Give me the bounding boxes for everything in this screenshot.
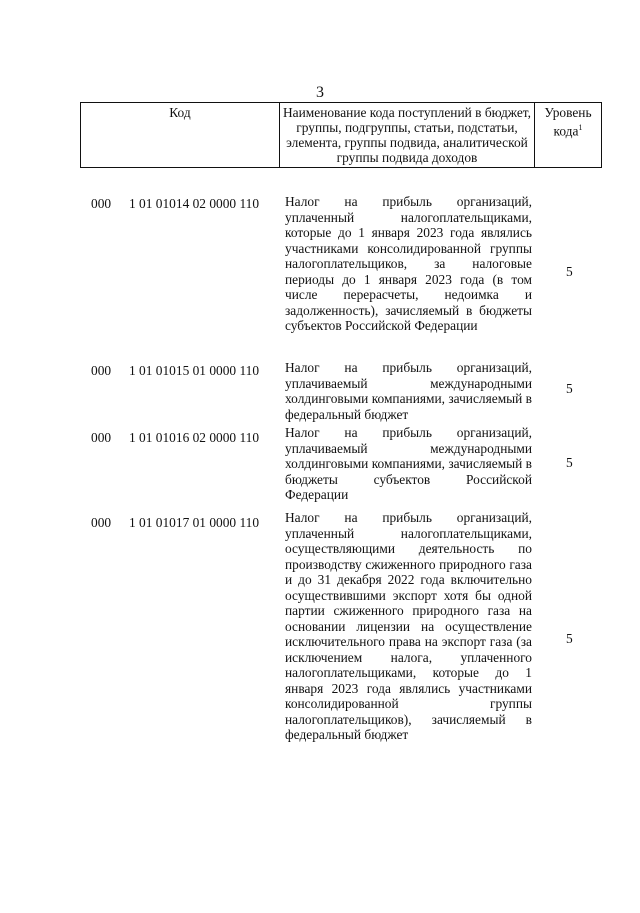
code-level: 5 [566,381,573,396]
admin-code: 000 [91,196,112,211]
revenue-description: Налог на прибыль организаций, уплаченный налогоплательщиками, осуществляющими деятельность по производству сжиженного природного газа и до 31 декабря 2022 года включительно осуществившими экспорт хотя бы одной партии сжиженного природного газа на основании лицензии на осуществление исключительного права на экспорт газа (за исключением налога, уплаченного налогоплательщиками, которые до 1 января 2023 года являлись участниками консолидированной группы налогоплательщиков), зачисляемый в федеральный бюджет [285,510,532,742]
revenue-code: 1 01 01014 02 0000 110 [129,196,260,211]
revenue-description: Налог на прибыль организаций, уплачиваемый международными холдинговыми компаниями, зачисляемый в федеральный бюджет [285,360,532,422]
table-row [0,194,640,364]
revenue-code: 1 01 01017 01 0000 110 [129,515,260,530]
admin-code: 000 [91,515,112,530]
table-row [0,425,640,511]
table-row [0,510,640,780]
admin-code: 000 [91,430,112,445]
header-name: Наименование кода поступлений в бюджет, группы, подгруппы, статьи, подстатьи, элемента, группы подвида, аналитической группы подвида доходов [280,103,535,168]
code-level: 5 [566,264,573,279]
table-row [0,360,640,426]
header-level-label: Уровень кода [544,105,592,139]
admin-code: 000 [91,363,112,378]
header-code: Код [81,103,280,168]
footnote-marker: 1 [578,123,583,132]
code-level: 5 [566,631,573,646]
revenue-code: 1 01 01016 02 0000 110 [129,430,260,445]
revenue-code: 1 01 01015 01 0000 110 [129,363,260,378]
code-level: 5 [566,455,573,470]
revenue-description: Налог на прибыль организаций, уплачиваемый международными холдинговыми компаниями, зачисляемый в бюджеты субъектов Российской Федерации [285,425,532,502]
revenue-description: Налог на прибыль организаций, уплаченный налогоплательщиками, которые до 1 января 2023 года являлись участниками консолидированной группы налогоплательщиков, за налоговые периоды до 1 января 2023 года (в том числе перерасчеты, недоимка и задолженность), зачисляемый в бюджеты субъектов Российской Федерации [285,194,532,333]
header-level [535,103,602,168]
table-header [80,102,602,168]
page-number: 3 [316,84,324,101]
